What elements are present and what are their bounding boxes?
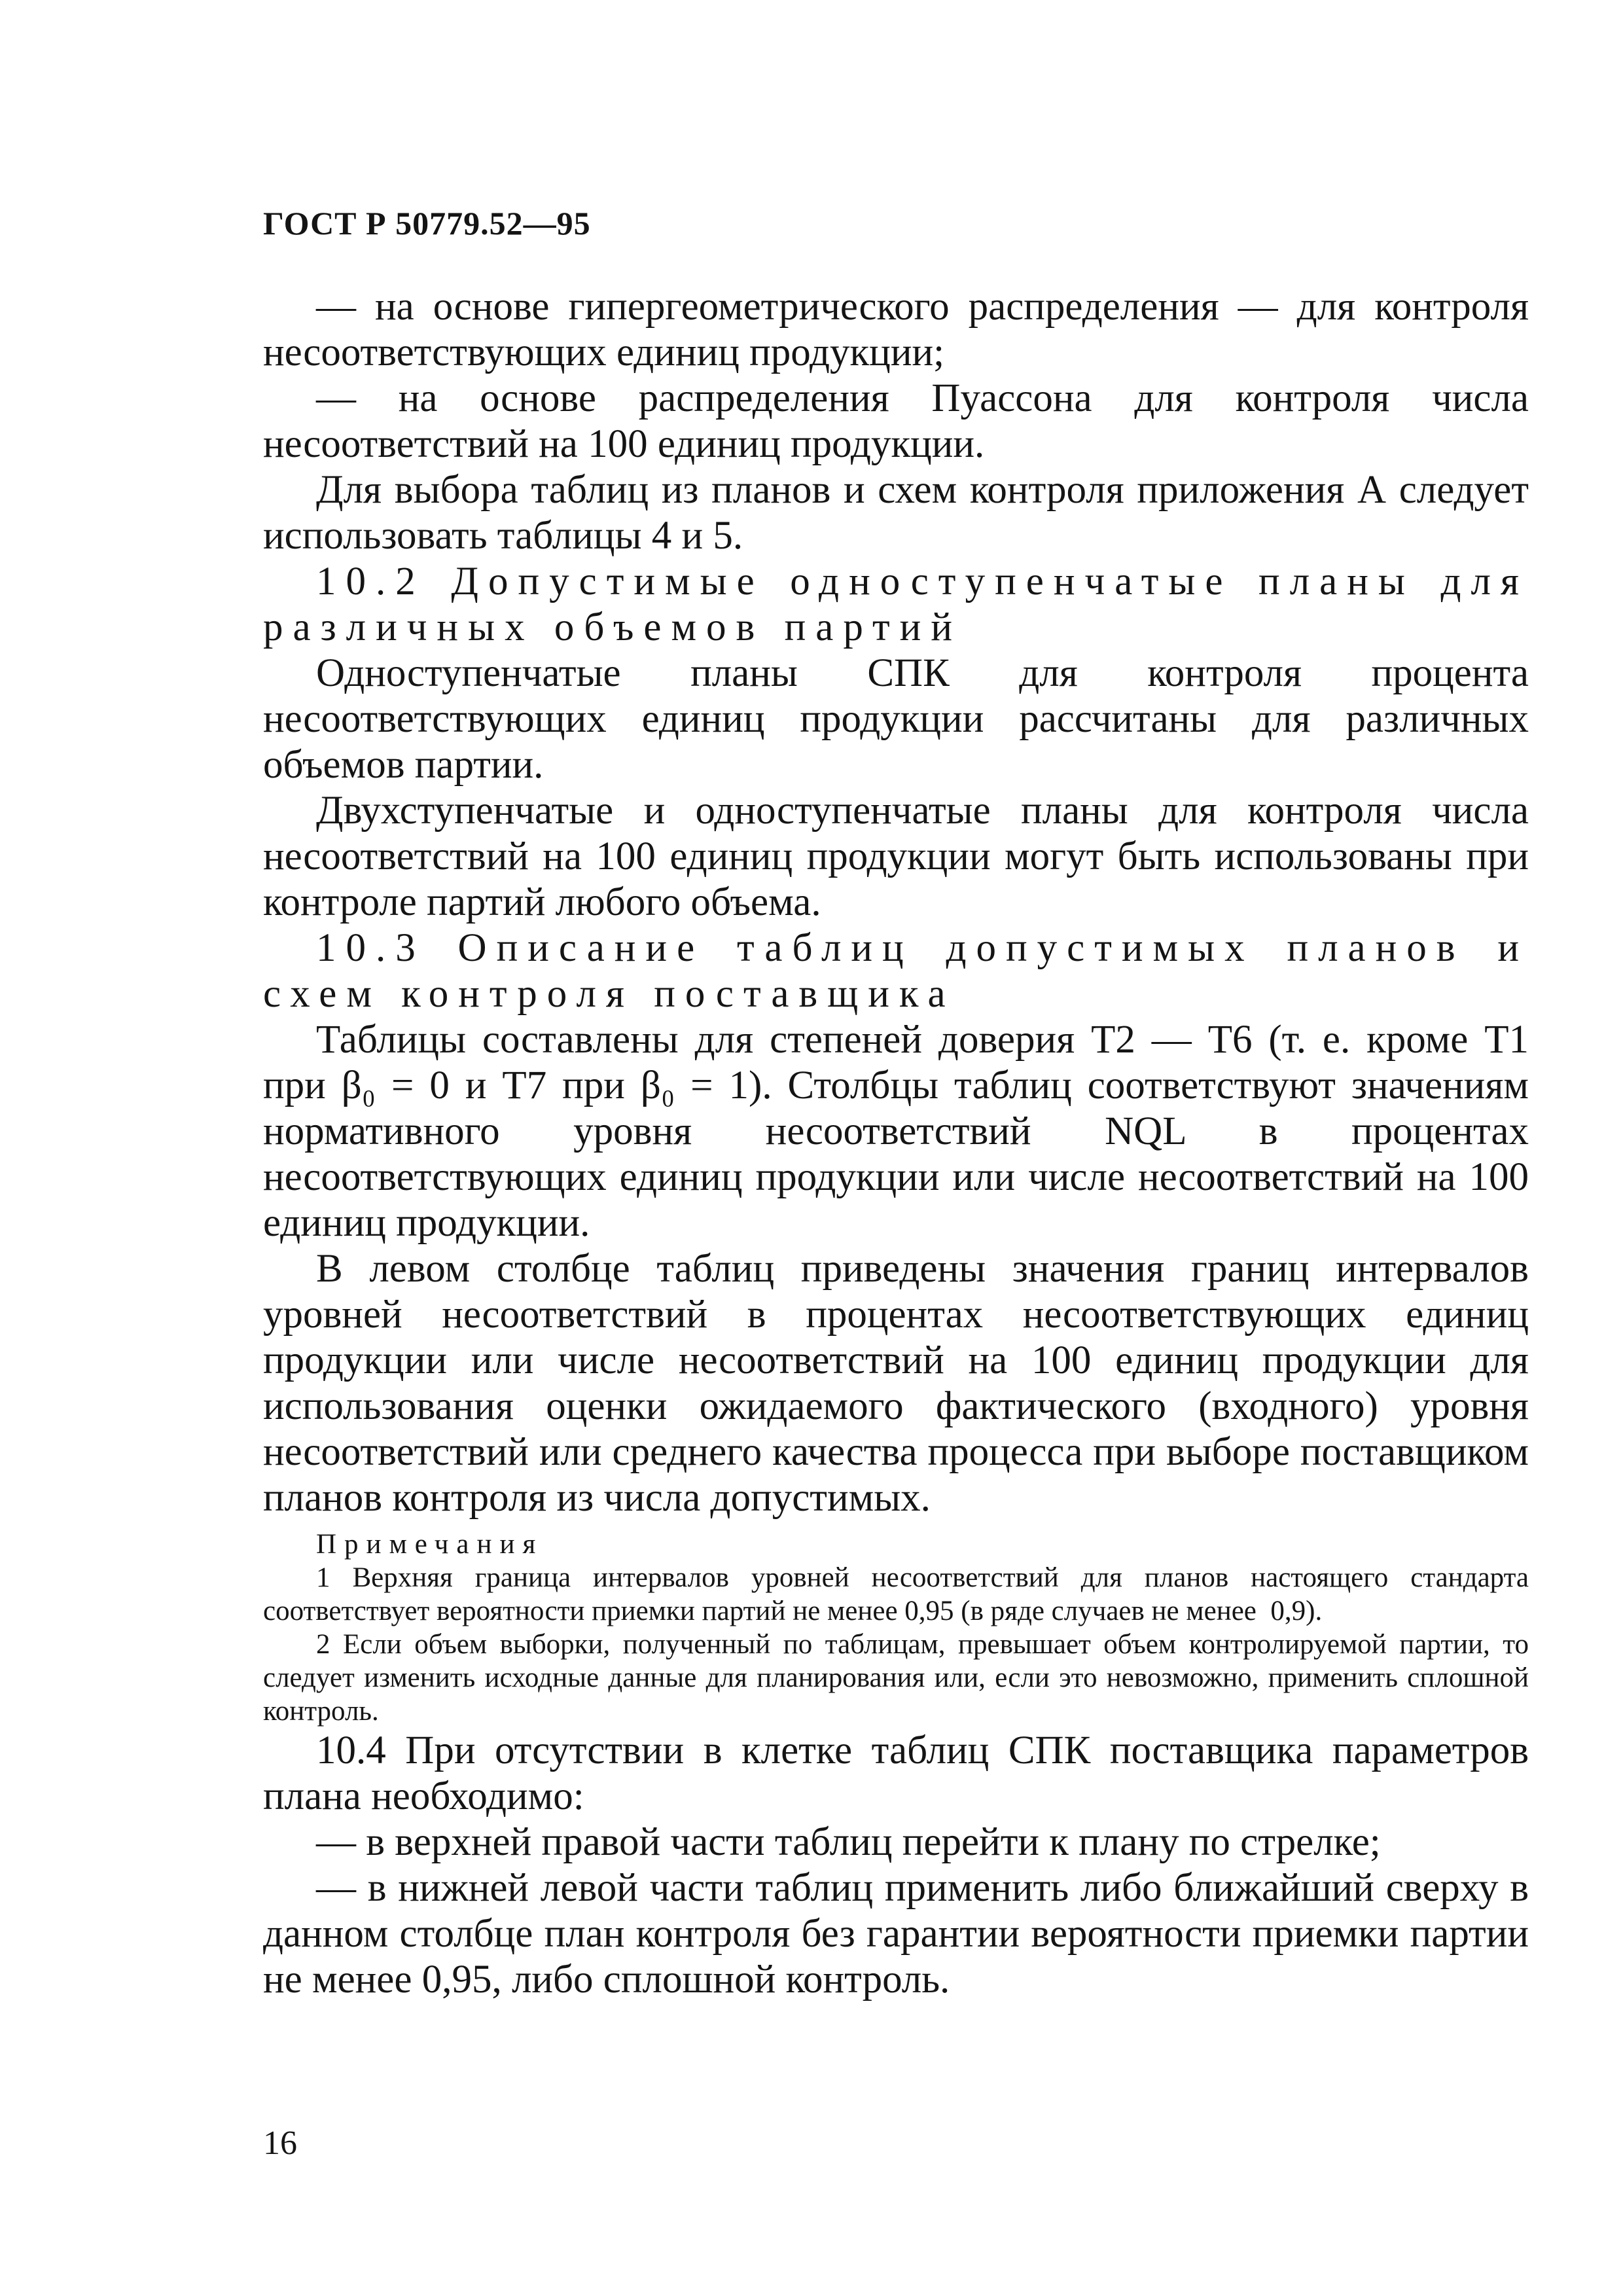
section-heading-10-2: 10.2 Допустимые одноступенчатые планы для различных объемов партий <box>263 560 1529 649</box>
paragraph-table-selection: Для выбора таблиц из планов и схем контроля приложения А следует использовать таблицы 4 и 5. <box>263 468 1529 558</box>
paragraph-single-stage-plans: Одноступенчатые планы СПК для контроля процента несоответствующих единиц продукции рассчитаны для различных объемов партии. <box>263 651 1529 787</box>
note-2: 2 Если объем выборки, полученный по таблицам, превышает объем контролируемой партии, то следует изменить исходные данные для планирования или, если это невозможно, применить сплошной контроль. <box>263 1629 1529 1727</box>
document-body <box>263 284 1536 2003</box>
paragraph-section-10-4: 10.4 При отсутствии в клетке таблиц СПК поставщика параметров плана необходимо: <box>263 1729 1529 1818</box>
paragraph-upper-right: — в верхней правой части таблиц перейти к плану по стрелке; <box>316 1820 1381 1864</box>
paragraph-hypergeometric: — на основе гипергеометрического распределения — для контроля несоответствующих единиц продукции; <box>263 285 1529 374</box>
section-heading-10-3: 10.3 Описание таблиц допустимых планов и схем контроля поставщика <box>263 926 1529 1016</box>
paragraph-double-stage-plans: Двухступенчатые и одноступенчатые планы для контроля числа несоответствий на 100 единиц продукции могут быть использованы при контроле партий любого объема. <box>263 789 1529 924</box>
paragraph-lower-left: — в нижней левой части таблиц применить либо ближайший сверху в данном столбце план контроля без гарантии вероятности приемки партии не менее 0,95, либо сплошной контроль. <box>263 1866 1529 2001</box>
document-header: ГОСТ Р 50779.52—95 <box>263 205 591 242</box>
paragraph-left-column: В левом столбце таблиц приведены значения границ интервалов уровней несоответствий в процентах несоответствующих единиц продукции или числе несоответствий на 100 единиц продукции для использования оценки ожидаемого фактического (входного) уровня несоответствий или среднего качества процесса при выборе поставщиком планов контроля из числа допустимых. <box>263 1247 1529 1520</box>
paragraph-confidence-levels: Таблицы составлены для степеней доверия Т2 — Т6 (т. е. кроме Т1 при β₀ = 0 и Т7 при β₀ = 1). Столбцы таблиц соответствуют значениям нормативного уровня несоответствий NQL в процентах несоответствующих единиц продукции или числе несоответствий на 100 единиц продукции. <box>263 1018 1529 1245</box>
notes-block <box>263 1528 1536 1728</box>
notes-title: Примечания <box>316 1529 544 1560</box>
note-1: 1 Верхняя граница интервалов уровней несоответствий для планов настоящего стандарта соответствует вероятности приемки партий не менее 0,95 (в ряде случаев не менее 0,9). <box>263 1562 1536 1626</box>
page-number: 16 <box>263 2125 297 2162</box>
paragraph-poisson: — на основе распределения Пуассона для контроля числа несоответствий на 100 единиц продукции. <box>263 376 1529 466</box>
